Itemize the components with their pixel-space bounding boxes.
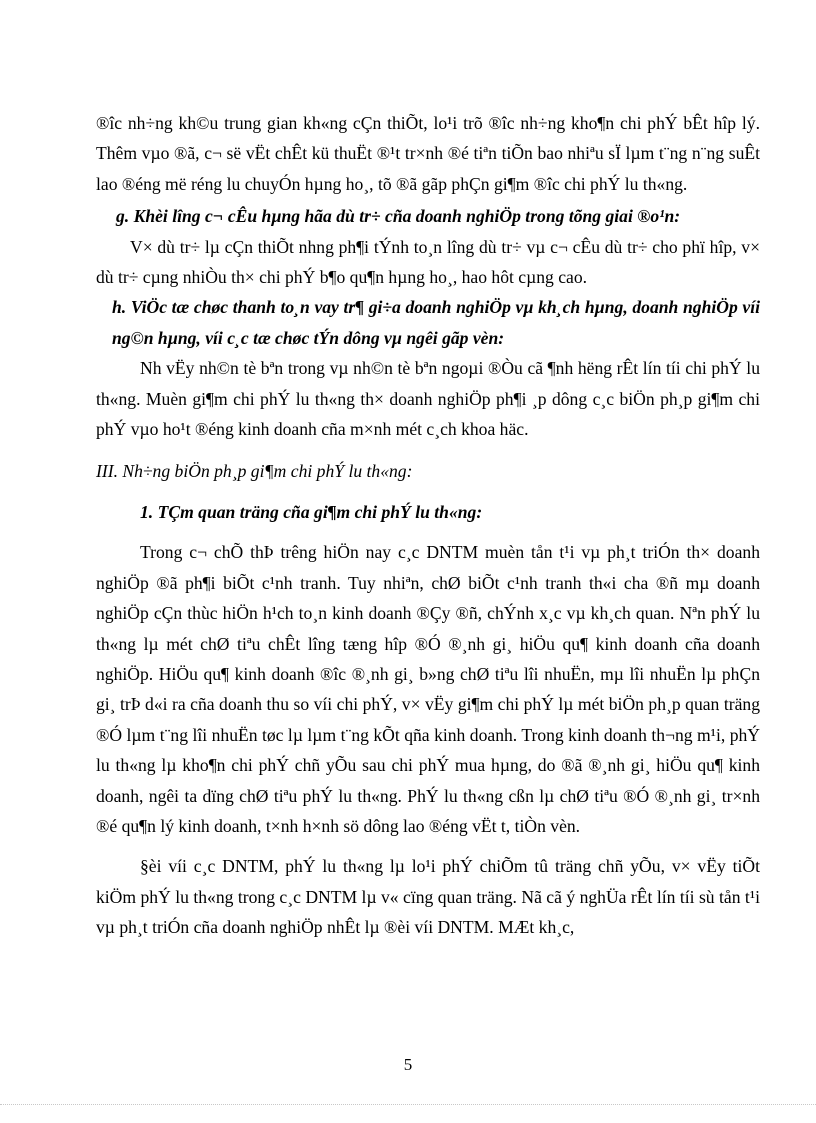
- paragraph-g: V× dù tr÷ lµ cÇn thiÕt nhng ph¶i tÝnh to¸n lîng dù tr÷ vµ c¬ cÊu dù tr÷ cho phï hîp, v× dù tr÷ cµng nhiÒu th× chi phÝ b¶o qu¶n hµng ho¸, hao hôt cµng cao.: [96, 236, 760, 288]
- heading-g: g. Khèi lîng c¬ cÊu hµng hãa dù tr÷ cña doanh nghiÖp trong tõng giai ®o¹n:: [116, 206, 681, 227]
- paragraph-h: Nh vËy nh©n tè bªn trong vµ nh©n tè bªn ngoµi ®Òu cã ¶nh hëng rÊt lín tíi chi phÝ lu th«ng. Muèn gi¶m chi phÝ lu th«ng th× doanh nghiÖp ph¶i ¸p dông c¸c biÖn ph¸p gi¶m chi phÝ vµo ho¹t ®éng kinh doanh cña m×nh mét c¸ch khoa häc.: [96, 358, 760, 440]
- heading-h: h. ViÖc tæ chøc thanh to¸n vay tr¶ gi÷a doanh nghiÖp vµ kh¸ch hµng, doanh nghiÖp víi ng©n hµng, víi c¸c tæ chøc tÝn dông vµ ngêi gãp vèn:: [112, 297, 760, 348]
- page-body: [96, 108, 760, 943]
- paragraph-importance: Trong c¬ chÕ thÞ trêng hiÖn nay c¸c DNTM muèn tån t¹i vµ ph¸t triÓn th× doanh nghiÖp ®ã ph¶i biÕt c¹nh tranh. Tuy nhiªn, chØ biÕt c¹nh tranh th«i cha ®ñ mµ doanh nghiÖp cÇn thùc hiÖn h¹ch to¸n kinh doanh ®Çy ®ñ, chÝnh x¸c vµ kh¸ch quan. Nªn phÝ lu th«ng lµ mét chØ tiªu chÊt lîng tæng hîp ®Ó ®¸nh gi¸ hiÖu qu¶ kinh doanh cña doanh nghiÖp. HiÖu qu¶ kinh doanh ®îc ®¸nh gi¸ b»ng chØ tiªu lîi nhuËn, mµ lîi nhuËn lµ phÇn gi¸ trÞ d«i ra cña doanh thu so víi chi phÝ, v× vËy gi¶m chi phÝ lµ mét biÖn ph¸p quan träng ®Ó lµm t¨ng lîi nhuËn tøc lµ lµm t¨ng kÕt qña kinh doanh. Trong kinh doanh th¬ng m¹i, phÝ lu th«ng lµ kho¶n chi phÝ chñ yÕu sau chi phÝ mua hµng, do ®ã ®¸nh gi¸ hiÖu qu¶ kinh doanh, ngêi ta dïng chØ tiªu phÝ lu th«ng. PhÝ lu th«ng cßn lµ chØ tiªu ®Ó ®¸nh gi¸ tr×nh ®é qu¶n lý kinh doanh, t×nh h×nh sö dông lao ®éng vËt t, tiÒn vèn.: [96, 542, 760, 836]
- paragraph-intro: ®îc nh÷ng kh©u trung gian kh«ng cÇn thiÕt, lo¹i trõ ®îc nh÷ng kho¶n chi phÝ bÊt hîp lý. Thêm vµo ®ã, c¬ së vËt chÊt kü thuËt ®¹t tr×nh ®é tiªn tiÕn bao nhiªu sÏ lµm t¨ng n¨ng suÊt lao ®éng më réng lu chuyÓn hµng ho¸, tõ ®ã gãp phÇn gi¶m ®îc chi phÝ lu th«ng.: [96, 113, 760, 194]
- footer-rule: [0, 1104, 816, 1105]
- section-heading-iii: III. Nh÷ng biÖn ph¸p gi¶m chi phÝ lu th«ng:: [96, 461, 413, 482]
- subsection-heading-1: 1. TÇm quan träng cña gi¶m chi phÝ lu th«ng:: [140, 501, 483, 522]
- page-number: 5: [403, 1055, 413, 1074]
- paragraph-dntm: §èi víi c¸c DNTM, phÝ lu th«ng lµ lo¹i phÝ chiÕm tû träng chñ yÕu, v× vËy tiÕt kiÖm phÝ lu th«ng trong c¸c DNTM lµ v« cïng quan träng. Nã cã ý nghÜa rÊt lín tíi sù tån t¹i vµ ph¸t triÓn cña doanh nghiÖp nhÊt lµ ®èi víi DNTM. MÆt kh¸c,: [96, 856, 760, 938]
